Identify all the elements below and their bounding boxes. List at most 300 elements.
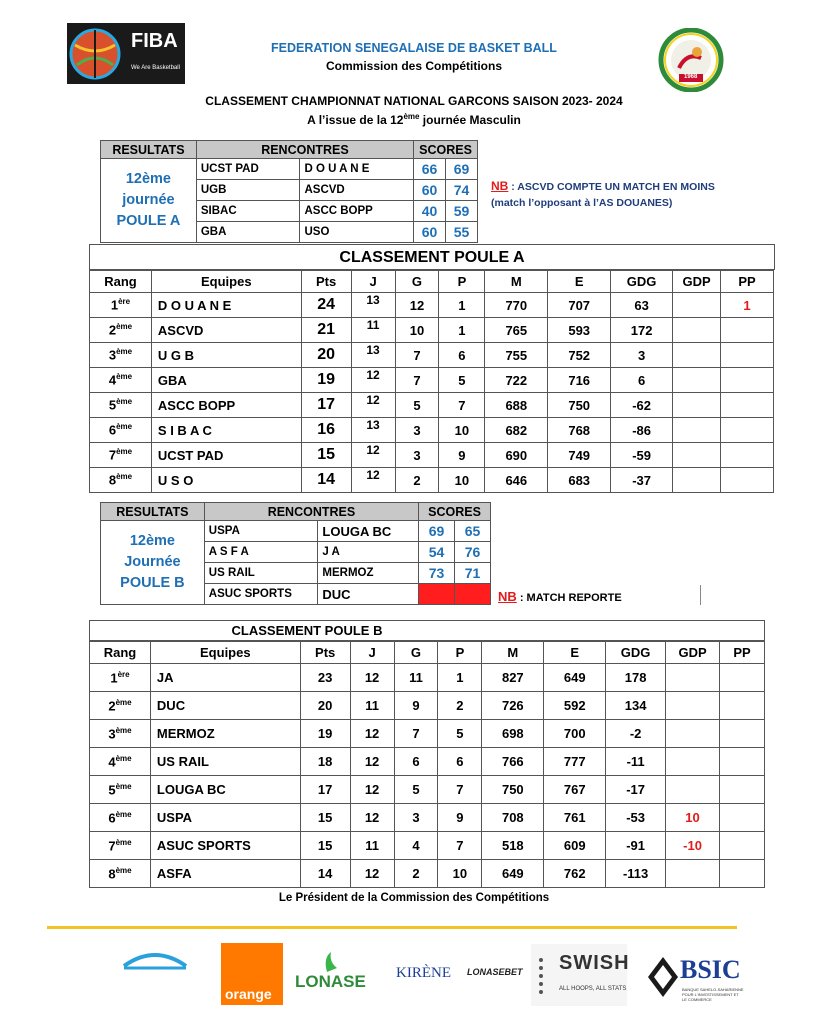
note-label: NB [491,179,509,193]
swish-logo-tagline: ALL HOOPS, ALL STATS [559,986,627,992]
rank-number: 1 [110,670,118,686]
stat-pts: 15 [300,832,350,860]
stat-g: 11 [394,664,438,692]
stat-gdp [673,293,721,318]
column-header: GDG [606,642,666,664]
stat-m: 682 [485,418,548,443]
table-row [90,776,765,804]
rank-cell [90,748,151,776]
lonase-logo-text: LONASE [295,972,366,991]
match-home: UCST PAD [196,159,300,180]
match-home: A S F A [204,542,318,563]
stat-p: 10 [438,860,482,888]
stat-gdg: -11 [606,748,666,776]
poule-b-note [498,589,698,604]
stat-j: 12 [350,720,394,748]
footer-divider [47,926,737,929]
rank-cell [90,720,151,748]
table-row [90,418,774,443]
rank-number: 7 [108,838,116,854]
stat-p: 10 [439,418,485,443]
stat-j: 12 [350,748,394,776]
rank-suffix: ème [116,447,133,457]
rank-suffix: ème [116,372,133,382]
column-header: Pts [301,271,351,293]
stat-gdg: -91 [606,832,666,860]
stat-j: 11 [350,692,394,720]
stat-e: 750 [548,393,611,418]
stat-pts: 21 [301,318,351,343]
stat-gdg: 63 [611,293,673,318]
bridge-logo [122,948,188,972]
stat-g: 3 [395,443,439,468]
rank-suffix: ème [116,397,133,407]
swish-emblem-icon [539,958,551,994]
column-header: Rang [90,642,151,664]
rank-suffix: ème [115,865,132,875]
stat-pp [721,368,774,393]
home-score: 40 [414,201,446,222]
stat-p: 1 [439,318,485,343]
column-header: E [544,642,606,664]
stat-e: 768 [548,418,611,443]
stat-gdp [673,368,721,393]
stat-gdg: -17 [606,776,666,804]
match-away: USO [300,222,414,243]
fiba-logo-text: FIBA [131,30,178,52]
stat-gdp [666,776,720,804]
poule-b-standings-table [89,641,765,888]
stat-e: 649 [544,664,606,692]
stat-m: 722 [485,368,548,393]
table-row [90,692,765,720]
match-away: J A [318,542,419,563]
stat-p: 7 [438,776,482,804]
poule-a-standings-title: CLASSEMENT POULE A [89,244,775,270]
stat-pts: 16 [301,418,351,443]
stat-pts: 24 [301,293,351,318]
stat-p: 1 [438,664,482,692]
team-name: U S O [151,468,301,493]
stat-pp [720,860,765,888]
stat-j: 13 [351,418,395,443]
note-text: : ASCVD COMPTE UN MATCH EN MOINS (match l’opposant à l’AS DOUANES) [491,181,715,209]
stat-gdg: -2 [606,720,666,748]
team-name: LOUGA BC [150,776,300,804]
stat-pts: 15 [301,443,351,468]
stat-j: 12 [350,664,394,692]
rank-cell [90,468,152,493]
column-header: P [439,271,485,293]
rank-cell [90,860,151,888]
scores-header: SCORES [414,141,478,159]
column-header: PP [720,642,765,664]
table-row [90,832,765,860]
stat-p: 1 [439,293,485,318]
stat-m: 649 [482,860,544,888]
rank-cell [90,776,151,804]
stat-pts: 23 [300,664,350,692]
stat-m: 766 [482,748,544,776]
column-header: Equipes [150,642,300,664]
stat-gdp: 10 [666,804,720,832]
stat-p: 7 [439,393,485,418]
rank-cell [90,393,152,418]
rank-number: 8 [108,472,117,488]
stat-g: 7 [395,368,439,393]
stat-m: 750 [482,776,544,804]
home-score: 54 [419,542,455,563]
standings-header-row [90,271,774,293]
stat-p: 7 [438,832,482,860]
document-subtitle [0,112,828,127]
stat-gdg: -53 [606,804,666,832]
stat-g: 2 [395,468,439,493]
stat-pp [721,343,774,368]
stat-gdg: 3 [611,343,673,368]
stat-m: 755 [485,343,548,368]
kirene-logo [396,965,456,989]
stat-gdg: -86 [611,418,673,443]
table-row [90,443,774,468]
poule-b-standings-title: CLASSEMENT POULE B [89,620,765,641]
orange-logo [221,943,283,1005]
rank-cell [90,692,151,720]
home-score: 60 [414,180,446,201]
stat-gdg: 134 [606,692,666,720]
stat-e: 761 [544,804,606,832]
standings-header-row [90,642,765,664]
stat-g: 5 [395,393,439,418]
results-header: RESULTATS [101,503,205,521]
matches-header: RENCONTRES [196,141,413,159]
column-header: E [548,271,611,293]
stat-p: 6 [439,343,485,368]
team-name: GBA [151,368,301,393]
stat-e: 752 [548,343,611,368]
away-score: 65 [455,521,491,542]
match-home: USPA [204,521,318,542]
column-header: G [394,642,438,664]
commission-name: Commission des Compétitions [325,59,503,73]
column-header: Pts [300,642,350,664]
poule-a-results-table [100,140,478,243]
stat-m: 646 [485,468,548,493]
stat-pp [721,318,774,343]
match-away: ASCC BOPP [300,201,414,222]
stat-j: 12 [351,368,395,393]
stat-pp [721,443,774,468]
stat-g: 7 [395,343,439,368]
away-score: 55 [446,222,478,243]
stat-g: 2 [394,860,438,888]
column-header: M [482,642,544,664]
stat-pts: 18 [300,748,350,776]
home-score: 60 [414,222,446,243]
team-name: D O U A N E [151,293,301,318]
stat-pp: 1 [721,293,774,318]
column-header: G [395,271,439,293]
match-away: ASCVD [300,180,414,201]
column-header: Equipes [151,271,301,293]
rank-number: 7 [108,447,117,463]
match-home: ASUC SPORTS [204,584,318,605]
table-row [90,393,774,418]
stat-m: 827 [482,664,544,692]
stat-j: 12 [350,860,394,888]
rank-number: 1 [110,297,119,313]
stat-pts: 17 [301,393,351,418]
rank-suffix: ère [117,669,130,679]
column-header: J [350,642,394,664]
rank-cell [90,832,151,860]
fiba-logo-tagline: We Are Basketball [131,65,180,71]
stat-e: 749 [548,443,611,468]
stat-gdg: 178 [606,664,666,692]
home-score: 66 [414,159,446,180]
stat-g: 3 [394,804,438,832]
team-name: MERMOZ [150,720,300,748]
president-signature-line: Le Président de la Commission des Compétitions [278,892,550,904]
stat-gdp [673,393,721,418]
stat-pp [720,720,765,748]
subtitle-sup: ème [403,112,420,121]
table-row [90,860,765,888]
stat-g: 7 [394,720,438,748]
column-header: GDP [673,271,721,293]
rank-number: 5 [108,397,117,413]
away-score: 74 [446,180,478,201]
orange-logo-text: orange [225,986,272,1002]
stat-gdp [666,692,720,720]
stat-gdp [666,664,720,692]
stat-p: 10 [439,468,485,493]
stat-g: 12 [395,293,439,318]
poule-b-results-table [100,502,491,605]
stat-p: 9 [439,443,485,468]
stat-pts: 15 [300,804,350,832]
column-header: Rang [90,271,152,293]
stat-e: 716 [548,368,611,393]
stat-gdg: 6 [611,368,673,393]
stat-g: 4 [394,832,438,860]
stat-j: 12 [351,468,395,493]
stat-m: 518 [482,832,544,860]
rank-cell [90,443,152,468]
stat-e: 700 [544,720,606,748]
rank-number: 3 [108,347,117,363]
match-away: D O U A N E [300,159,414,180]
stat-e: 777 [544,748,606,776]
stat-p: 5 [438,720,482,748]
stat-pp [720,664,765,692]
rank-suffix: ème [116,422,133,432]
stat-gdp [666,748,720,776]
table-row [90,468,774,493]
lonase-logo [293,950,367,1000]
rank-cell [90,293,152,318]
stat-g: 3 [395,418,439,443]
rank-suffix: ème [115,697,132,707]
kirene-logo-text: KIRÈNE [396,965,451,981]
stat-pts: 14 [301,468,351,493]
stat-gdg: -62 [611,393,673,418]
stat-gdp [666,860,720,888]
stat-pp [720,692,765,720]
bsic-logo [648,955,748,1005]
rank-number: 4 [108,372,117,388]
stat-g: 5 [394,776,438,804]
stat-pts: 19 [300,720,350,748]
stat-gdp [666,720,720,748]
poule-a-note [491,178,731,211]
table-row [90,343,774,368]
stat-p: 5 [439,368,485,393]
subtitle-post: journée Masculin [419,113,521,127]
rank-cell [90,318,152,343]
team-name: JA [150,664,300,692]
stat-j: 12 [350,804,394,832]
rank-suffix: ème [116,322,133,332]
lonasebet-logo-text: LONASEBET [467,967,523,977]
stat-m: 726 [482,692,544,720]
team-name: U G B [151,343,301,368]
stat-m: 765 [485,318,548,343]
stat-m: 690 [485,443,548,468]
team-name: DUC [150,692,300,720]
team-name: UCST PAD [151,443,301,468]
rank-suffix: ème [116,472,133,482]
stat-gdp [673,443,721,468]
stat-m: 698 [482,720,544,748]
rank-cell [90,804,151,832]
stat-pp [720,748,765,776]
match-away: MERMOZ [318,563,419,584]
match-away: DUC [318,584,419,605]
stat-pts: 20 [300,692,350,720]
stat-e: 707 [548,293,611,318]
stat-pp [720,776,765,804]
match-home: SIBAC [196,201,300,222]
home-score: 69 [419,521,455,542]
stat-j: 12 [351,443,395,468]
stat-pp [720,804,765,832]
stat-m: 708 [482,804,544,832]
table-row [90,804,765,832]
stat-e: 683 [548,468,611,493]
stat-e: 767 [544,776,606,804]
table-row [90,720,765,748]
stat-gdp [673,343,721,368]
rank-number: 6 [108,810,116,826]
stat-pp [721,418,774,443]
rank-number: 6 [108,422,117,438]
rank-cell [90,343,152,368]
table-row [90,368,774,393]
stat-gdg: -37 [611,468,673,493]
stat-pp [721,393,774,418]
stat-p: 6 [438,748,482,776]
stat-g: 6 [394,748,438,776]
stat-j: 12 [350,776,394,804]
rank-number: 2 [108,698,116,714]
note-text: : MATCH REPORTE [516,592,622,604]
away-score: 71 [455,563,491,584]
stat-pts: 20 [301,343,351,368]
team-name: ASCVD [151,318,301,343]
match-home: US RAIL [204,563,318,584]
column-header: GDP [666,642,720,664]
rank-number: 5 [108,782,116,798]
stat-gdp [673,318,721,343]
stat-pts: 19 [301,368,351,393]
scores-header: SCORES [419,503,491,521]
home-score [419,584,455,605]
stat-gdp [673,418,721,443]
team-name: ASUC SPORTS [150,832,300,860]
stat-pts: 17 [300,776,350,804]
away-score: 59 [446,201,478,222]
stat-pp [720,832,765,860]
rank-number: 8 [108,866,116,882]
stat-pts: 14 [300,860,350,888]
stat-gdg: -59 [611,443,673,468]
stat-gdp: -10 [666,832,720,860]
bsic-logo-tagline: BANQUE SAHELO-SAHARIENNE POUR L'INVESTISSEMENT ET LE COMMERCE [682,987,744,1002]
federation-name: FEDERATION SENEGALAISE DE BASKET BALL [271,41,557,55]
column-header: M [485,271,548,293]
poule-a-standings-table [89,270,774,493]
stat-g: 9 [394,692,438,720]
away-score: 69 [446,159,478,180]
crest-year: 1968 [684,74,698,80]
stat-g: 10 [395,318,439,343]
rank-suffix: ère [118,297,131,307]
team-name: S I B A C [151,418,301,443]
rank-suffix: ème [116,347,133,357]
stat-e: 762 [544,860,606,888]
results-header: RESULTATS [101,141,197,159]
note-label: NB [498,589,517,604]
home-score: 73 [419,563,455,584]
document-title: CLASSEMENT CHAMPIONNAT NATIONAL GARCONS SAISON 2023- 2024 [205,94,623,108]
match-away: LOUGA BC [318,521,419,542]
matches-header: RENCONTRES [204,503,418,521]
table-row [90,664,765,692]
column-header: PP [721,271,774,293]
team-name: ASFA [150,860,300,888]
table-row [90,318,774,343]
swish-logo [531,944,630,1006]
rank-suffix: ème [115,809,132,819]
table-row [90,748,765,776]
rank-cell [90,368,152,393]
subtitle-pre: A l’issue de la 12 [307,113,404,127]
journee-label: 12ème Journée POULE B [101,521,205,605]
stat-pp [721,468,774,493]
stat-gdp [673,468,721,493]
stat-m: 770 [485,293,548,318]
rank-suffix: ème [115,725,132,735]
swish-logo-text: SWISH [559,952,630,974]
stat-e: 609 [544,832,606,860]
stat-j: 12 [351,393,395,418]
away-score: 76 [455,542,491,563]
stat-p: 2 [438,692,482,720]
stat-j: 11 [350,832,394,860]
column-header: GDG [611,271,673,293]
away-score [455,584,491,605]
